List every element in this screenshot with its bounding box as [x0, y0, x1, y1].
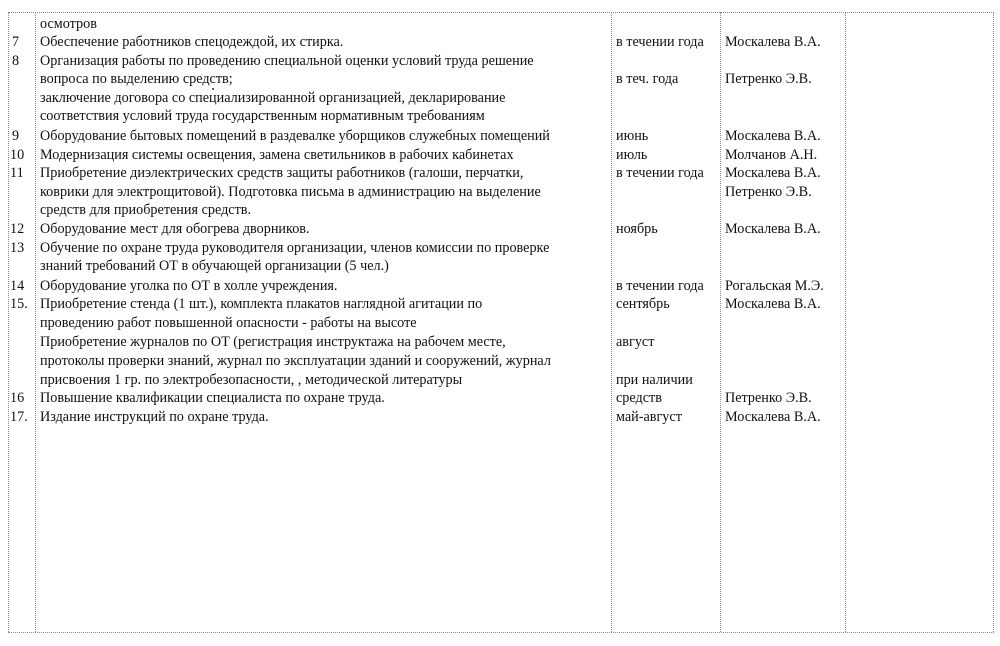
term-cell: при наличии	[616, 372, 693, 388]
activity-line: средств для приобретения средств.	[40, 202, 252, 218]
responsible-cell: Петренко Э.В.	[725, 390, 812, 406]
activity-line: Повышение квалификации специалиста по охране труда.	[40, 390, 385, 406]
row-number: 8	[12, 53, 20, 69]
row-number: 12	[10, 221, 25, 237]
term-cell: ноябрь	[616, 221, 658, 237]
table-border-activity	[611, 12, 612, 632]
responsible-cell: Петренко Э.В.	[725, 184, 812, 200]
activity-line: знаний требований ОТ в обучающей организации (5 чел.)	[40, 258, 389, 274]
table-border-top	[8, 12, 994, 13]
activity-line: Оборудование уголка по ОТ в холле учреждения.	[40, 278, 338, 294]
responsible-cell: Молчанов А.Н.	[725, 147, 818, 163]
row-number: 9	[12, 128, 20, 144]
row-number: 17.	[10, 409, 28, 425]
term-cell: в течении года	[616, 34, 704, 50]
table-border-left	[8, 12, 9, 632]
activity-line: соответствия условий труда государственным нормативным требованиям	[40, 108, 485, 124]
activity-line: проведению работ повышенной опасности - работы на высоте	[40, 315, 417, 331]
term-cell: в течении года	[616, 278, 704, 294]
row-number: 11	[10, 165, 24, 181]
activity-line: вопроса по выделению средств;	[40, 71, 233, 87]
activity-line: присвоения 1 гр. по электробезопасности, , методической литературы	[40, 372, 463, 388]
term-cell: средств	[616, 390, 662, 406]
activity-line: Приобретение стенда (1 шт.), комплекта плакатов наглядной агитации по	[40, 296, 483, 312]
responsible-cell: Москалева В.А.	[725, 296, 821, 312]
activity-line: протоколы проверки знаний, журнал по эксплуатации зданий и сооружений, журнал	[40, 353, 551, 369]
activity-line: Оборудование бытовых помещений в раздевалке уборщиков служебных помещений	[40, 128, 550, 144]
table-border-responsible	[845, 12, 846, 632]
table-border-term	[720, 12, 721, 632]
term-cell: август	[616, 334, 655, 350]
activity-line: Обеспечение работников спецодеждой, их стирка.	[40, 34, 344, 50]
term-cell: июль	[616, 147, 648, 163]
activity-line: Организация работы по проведению специальной оценки условий труда решение	[40, 53, 534, 69]
activity-line: заключение договора со специализированной организацией, декларирование	[40, 90, 506, 106]
responsible-cell: Рогальская М.Э.	[725, 278, 824, 294]
responsible-cell: Москалева В.А.	[725, 165, 821, 181]
term-cell: июнь	[616, 128, 649, 144]
activity-line: Обучение по охране труда руководителя организации, членов комиссии по проверке	[40, 240, 550, 256]
row-number: 10	[10, 147, 25, 163]
activity-line: Модернизация системы освещения, замена светильников в рабочих кабинетах	[40, 147, 514, 163]
activity-line: Приобретение журналов по ОТ (регистрация инструктажа на рабочем месте,	[40, 334, 506, 350]
term-cell: май-август	[616, 409, 682, 425]
activity-line: осмотров	[40, 16, 97, 32]
table-border-right	[993, 12, 994, 632]
row-number: 13	[10, 240, 25, 256]
activity-line: Издание инструкций по охране труда.	[40, 409, 269, 425]
table-border-number	[35, 12, 36, 632]
row-number: 14	[10, 278, 25, 294]
term-cell: в течении года	[616, 165, 704, 181]
activity-line: Оборудование мест для обогрева дворников.	[40, 221, 310, 237]
row-number: 7	[12, 34, 20, 50]
activity-line: коврики для электрощитовой). Подготовка письма в администрацию на выделение	[40, 184, 541, 200]
table-border-bottom	[8, 632, 994, 633]
activity-line: Приобретение диэлектрических средств защиты работников (галоши, перчатки,	[40, 165, 524, 181]
term-cell: в теч. года	[616, 71, 679, 87]
responsible-cell: Москалева В.А.	[725, 221, 821, 237]
row-number: 16	[10, 390, 25, 406]
term-cell: сентябрь	[616, 296, 670, 312]
responsible-cell: Москалева В.А.	[725, 34, 821, 50]
responsible-cell: Петренко Э.В.	[725, 71, 812, 87]
responsible-cell: Москалева В.А.	[725, 128, 821, 144]
responsible-cell: Москалева В.А.	[725, 409, 821, 425]
row-number: 15.	[10, 296, 28, 312]
